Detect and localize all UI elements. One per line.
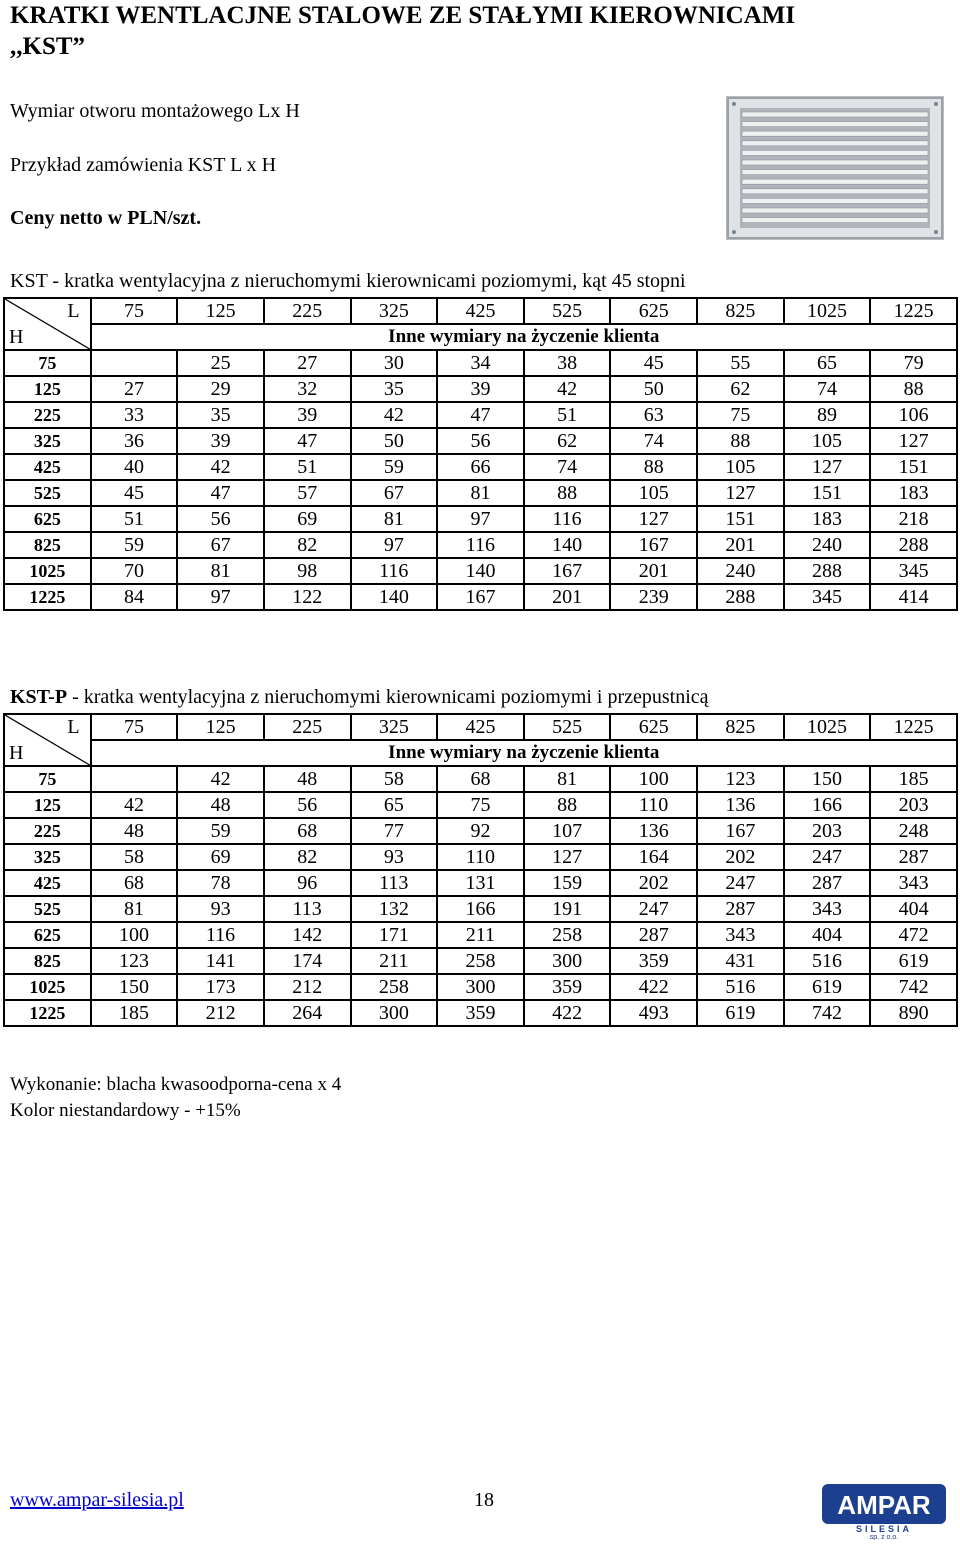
height-header-cell: 625 xyxy=(4,506,91,532)
price-cell: 63 xyxy=(610,402,697,428)
price-cell: 174 xyxy=(264,948,351,974)
height-header-cell: 1225 xyxy=(4,584,91,610)
price-cell: 39 xyxy=(177,428,264,454)
height-header-cell: 225 xyxy=(4,402,91,428)
price-cell: 50 xyxy=(351,428,438,454)
price-cell: 93 xyxy=(351,844,438,870)
price-cell: 343 xyxy=(870,870,957,896)
price-cell: 34 xyxy=(437,350,524,376)
kstp-caption xyxy=(10,686,709,709)
price-cell: 359 xyxy=(610,948,697,974)
width-header-cell: 825 xyxy=(697,714,784,740)
price-cell: 47 xyxy=(437,402,524,428)
price-cell: 414 xyxy=(870,584,957,610)
price-cell: 81 xyxy=(524,766,611,792)
price-cell: 107 xyxy=(524,818,611,844)
title-line-2: ,,KST” xyxy=(10,33,86,60)
price-cell: 74 xyxy=(784,376,871,402)
price-cell: 140 xyxy=(524,532,611,558)
price-cell: 51 xyxy=(91,506,178,532)
price-cell: 166 xyxy=(784,792,871,818)
width-header-cell: 225 xyxy=(264,714,351,740)
price-cell: 62 xyxy=(697,376,784,402)
price-cell: 55 xyxy=(697,350,784,376)
price-cell: 123 xyxy=(91,948,178,974)
price-cell: 127 xyxy=(784,454,871,480)
price-cell: 211 xyxy=(351,948,438,974)
price-cell: 151 xyxy=(697,506,784,532)
price-cell: 56 xyxy=(264,792,351,818)
price-cell: 56 xyxy=(177,506,264,532)
price-cell: 619 xyxy=(870,948,957,974)
price-cell: 136 xyxy=(610,818,697,844)
kst-caption-code: KST xyxy=(10,270,48,292)
price-cell: 81 xyxy=(437,480,524,506)
width-header-cell: 1225 xyxy=(870,298,957,324)
height-header-cell: 125 xyxy=(4,376,91,402)
price-cell: 167 xyxy=(610,532,697,558)
price-cell: 191 xyxy=(524,896,611,922)
price-cell: 212 xyxy=(177,1000,264,1026)
logo-company-text: sp. z o.o. xyxy=(869,1534,899,1540)
price-cell: 742 xyxy=(784,1000,871,1026)
price-cell: 140 xyxy=(351,584,438,610)
corner-label-h: H xyxy=(9,742,24,764)
price-cell: 27 xyxy=(91,376,178,402)
price-cell: 66 xyxy=(437,454,524,480)
price-cell: 287 xyxy=(610,922,697,948)
price-cell: 258 xyxy=(351,974,438,1000)
price-cell xyxy=(91,766,178,792)
price-cell: 619 xyxy=(697,1000,784,1026)
table-row xyxy=(4,870,957,896)
logo-brand-text: AMPAR xyxy=(837,1490,931,1520)
price-cell: 36 xyxy=(91,428,178,454)
table-corner-cell xyxy=(4,714,91,766)
table-row xyxy=(4,584,957,610)
height-header-cell: 425 xyxy=(4,454,91,480)
price-cell: 56 xyxy=(437,428,524,454)
price-cell: 58 xyxy=(351,766,438,792)
width-header-cell: 625 xyxy=(610,298,697,324)
color-note: Kolor niestandardowy - +15% xyxy=(10,1100,241,1121)
price-cell: 211 xyxy=(437,922,524,948)
table-row xyxy=(4,922,957,948)
price-cell: 203 xyxy=(870,792,957,818)
price-cell: 140 xyxy=(437,558,524,584)
width-header-cell: 425 xyxy=(437,714,524,740)
price-cell: 404 xyxy=(784,922,871,948)
price-cell: 150 xyxy=(784,766,871,792)
price-cell: 88 xyxy=(610,454,697,480)
price-cell: 110 xyxy=(437,844,524,870)
price-cell: 201 xyxy=(524,584,611,610)
material-note: Wykonanie: blacha kwasoodporna-cena x 4 xyxy=(10,1074,342,1095)
price-cell: 287 xyxy=(697,896,784,922)
price-cell: 81 xyxy=(177,558,264,584)
table-row xyxy=(4,766,957,792)
width-header-cell: 75 xyxy=(91,714,178,740)
price-cell: 97 xyxy=(177,584,264,610)
price-cell: 248 xyxy=(870,818,957,844)
price-cell: 359 xyxy=(437,1000,524,1026)
price-cell: 202 xyxy=(610,870,697,896)
price-cell: 96 xyxy=(264,870,351,896)
price-cell: 81 xyxy=(351,506,438,532)
price-cell: 105 xyxy=(610,480,697,506)
height-header-cell: 825 xyxy=(4,948,91,974)
price-cell: 516 xyxy=(784,948,871,974)
price-cell: 431 xyxy=(697,948,784,974)
price-cell: 84 xyxy=(91,584,178,610)
price-cell: 742 xyxy=(870,974,957,1000)
price-cell: 88 xyxy=(870,376,957,402)
price-cell: 151 xyxy=(870,454,957,480)
price-cell: 78 xyxy=(177,870,264,896)
price-cell: 404 xyxy=(870,896,957,922)
price-cell: 201 xyxy=(610,558,697,584)
price-cell: 68 xyxy=(264,818,351,844)
price-cell: 65 xyxy=(784,350,871,376)
price-cell: 88 xyxy=(524,792,611,818)
price-cell: 30 xyxy=(351,350,438,376)
price-cell: 62 xyxy=(524,428,611,454)
price-cell: 201 xyxy=(697,532,784,558)
table-row xyxy=(4,506,957,532)
price-cell: 258 xyxy=(524,922,611,948)
price-cell: 82 xyxy=(264,532,351,558)
price-cell: 171 xyxy=(351,922,438,948)
price-cell: 68 xyxy=(437,766,524,792)
price-cell: 106 xyxy=(870,402,957,428)
price-cell: 123 xyxy=(697,766,784,792)
price-cell: 345 xyxy=(870,558,957,584)
price-cell: 167 xyxy=(437,584,524,610)
price-cell: 27 xyxy=(264,350,351,376)
price-cell: 116 xyxy=(351,558,438,584)
price-cell xyxy=(91,350,178,376)
table-row xyxy=(4,844,957,870)
height-header-cell: 75 xyxy=(4,766,91,792)
price-cell: 247 xyxy=(610,896,697,922)
price-cell: 116 xyxy=(437,532,524,558)
table-row xyxy=(4,376,957,402)
price-cell: 51 xyxy=(524,402,611,428)
price-cell: 42 xyxy=(524,376,611,402)
height-header-cell: 125 xyxy=(4,792,91,818)
price-cell: 240 xyxy=(697,558,784,584)
price-cell: 59 xyxy=(177,818,264,844)
kstp-caption-text: - kratka wentylacyjna z nieruchomymi kierownicami poziomymi i przepustnicą xyxy=(67,686,709,708)
price-cell: 300 xyxy=(524,948,611,974)
title-line-1: KRATKI WENTLACJNE STALOWE ZE STAŁYMI KIEROWNICAMI xyxy=(10,2,796,29)
price-cell: 51 xyxy=(264,454,351,480)
price-cell: 68 xyxy=(91,870,178,896)
price-cell: 113 xyxy=(351,870,438,896)
price-cell: 110 xyxy=(610,792,697,818)
table-row xyxy=(4,558,957,584)
price-cell: 47 xyxy=(177,480,264,506)
corner-label-l: L xyxy=(67,716,80,738)
price-cell: 159 xyxy=(524,870,611,896)
width-header-cell: 525 xyxy=(524,714,611,740)
width-header-cell: 325 xyxy=(351,714,438,740)
price-cell: 39 xyxy=(437,376,524,402)
price-cell: 69 xyxy=(177,844,264,870)
kstp-price-table xyxy=(3,713,958,1027)
price-cell: 79 xyxy=(870,350,957,376)
price-cell: 33 xyxy=(91,402,178,428)
price-cell: 151 xyxy=(784,480,871,506)
price-cell: 67 xyxy=(177,532,264,558)
price-cell: 97 xyxy=(351,532,438,558)
price-cell: 132 xyxy=(351,896,438,922)
height-header-cell: 1025 xyxy=(4,974,91,1000)
price-cell: 136 xyxy=(697,792,784,818)
price-cell: 25 xyxy=(177,350,264,376)
price-cell: 48 xyxy=(91,818,178,844)
price-cell: 57 xyxy=(264,480,351,506)
price-cell: 142 xyxy=(264,922,351,948)
price-cell: 422 xyxy=(610,974,697,1000)
price-cell: 127 xyxy=(697,480,784,506)
price-cell: 212 xyxy=(264,974,351,1000)
price-cell: 264 xyxy=(264,1000,351,1026)
price-cell: 183 xyxy=(870,480,957,506)
corner-label-l: L xyxy=(67,300,80,322)
price-cell: 240 xyxy=(784,532,871,558)
height-header-cell: 225 xyxy=(4,818,91,844)
table-row xyxy=(4,974,957,1000)
kst-caption xyxy=(10,270,686,293)
price-cell: 288 xyxy=(784,558,871,584)
table-row xyxy=(4,480,957,506)
price-cell: 183 xyxy=(784,506,871,532)
price-cell: 345 xyxy=(784,584,871,610)
price-cell: 88 xyxy=(524,480,611,506)
price-cell: 45 xyxy=(91,480,178,506)
price-cell: 166 xyxy=(437,896,524,922)
price-cell: 32 xyxy=(264,376,351,402)
table-row xyxy=(4,454,957,480)
width-header-cell: 1225 xyxy=(870,714,957,740)
price-cell: 258 xyxy=(437,948,524,974)
price-cell: 173 xyxy=(177,974,264,1000)
kstp-caption-code: KST-P xyxy=(10,686,68,708)
table-row xyxy=(4,896,957,922)
price-cell: 88 xyxy=(697,428,784,454)
width-header-cell: 525 xyxy=(524,298,611,324)
price-cell: 59 xyxy=(351,454,438,480)
price-cell: 127 xyxy=(524,844,611,870)
logo-sub-text: SILESIA xyxy=(855,1524,913,1534)
price-cell: 97 xyxy=(437,506,524,532)
price-cell: 239 xyxy=(610,584,697,610)
price-cell: 65 xyxy=(351,792,438,818)
kst-caption-text: - kratka wentylacyjna z nieruchomymi kierownicami poziomymi, kąt 45 stopni xyxy=(47,270,686,292)
price-cell: 127 xyxy=(870,428,957,454)
ampar-logo xyxy=(818,1480,950,1540)
price-cell: 29 xyxy=(177,376,264,402)
price-cell: 77 xyxy=(351,818,438,844)
price-cell: 50 xyxy=(610,376,697,402)
price-cell: 122 xyxy=(264,584,351,610)
price-cell: 100 xyxy=(91,922,178,948)
price-cell: 75 xyxy=(697,402,784,428)
height-header-cell: 525 xyxy=(4,896,91,922)
price-cell: 113 xyxy=(264,896,351,922)
price-cell: 58 xyxy=(91,844,178,870)
price-cell: 359 xyxy=(524,974,611,1000)
table-row xyxy=(4,350,957,376)
width-header-cell: 825 xyxy=(697,298,784,324)
height-header-cell: 1225 xyxy=(4,1000,91,1026)
table-row xyxy=(4,792,957,818)
price-cell: 69 xyxy=(264,506,351,532)
height-header-cell: 75 xyxy=(4,350,91,376)
width-header-cell: 1025 xyxy=(784,298,871,324)
custom-sizes-note: Inne wymiary na życzenie klienta xyxy=(91,324,957,350)
price-cell: 493 xyxy=(610,1000,697,1026)
width-header-cell: 125 xyxy=(177,714,264,740)
price-cell: 48 xyxy=(177,792,264,818)
height-header-cell: 625 xyxy=(4,922,91,948)
price-cell: 131 xyxy=(437,870,524,896)
table-corner-cell xyxy=(4,298,91,350)
height-header-cell: 425 xyxy=(4,870,91,896)
width-header-cell: 125 xyxy=(177,298,264,324)
price-cell: 218 xyxy=(870,506,957,532)
price-cell: 74 xyxy=(610,428,697,454)
price-cell: 35 xyxy=(177,402,264,428)
price-cell: 116 xyxy=(177,922,264,948)
price-cell: 67 xyxy=(351,480,438,506)
width-header-cell: 625 xyxy=(610,714,697,740)
width-header-cell: 1025 xyxy=(784,714,871,740)
price-cell: 516 xyxy=(697,974,784,1000)
mounting-dimension-text: Wymiar otworu montażowego Lx H xyxy=(10,100,300,122)
price-cell: 93 xyxy=(177,896,264,922)
price-cell: 39 xyxy=(264,402,351,428)
grille-product-image xyxy=(726,96,944,240)
height-header-cell: 825 xyxy=(4,532,91,558)
price-cell: 70 xyxy=(91,558,178,584)
width-header-cell: 75 xyxy=(91,298,178,324)
table-row xyxy=(4,1000,957,1026)
price-cell: 247 xyxy=(697,870,784,896)
price-cell: 247 xyxy=(784,844,871,870)
price-cell: 287 xyxy=(870,844,957,870)
price-cell: 288 xyxy=(697,584,784,610)
price-cell: 42 xyxy=(91,792,178,818)
price-cell: 890 xyxy=(870,1000,957,1026)
table-row xyxy=(4,818,957,844)
price-cell: 167 xyxy=(697,818,784,844)
price-cell: 287 xyxy=(784,870,871,896)
price-cell: 35 xyxy=(351,376,438,402)
price-cell: 127 xyxy=(610,506,697,532)
price-cell: 185 xyxy=(91,1000,178,1026)
width-header-cell: 325 xyxy=(351,298,438,324)
price-cell: 74 xyxy=(524,454,611,480)
page-number: 18 xyxy=(474,1489,494,1511)
price-cell: 300 xyxy=(351,1000,438,1026)
table-row xyxy=(4,948,957,974)
table-row xyxy=(4,428,957,454)
kst-price-table xyxy=(3,297,958,611)
price-cell: 40 xyxy=(91,454,178,480)
price-cell: 42 xyxy=(177,766,264,792)
price-cell: 619 xyxy=(784,974,871,1000)
price-cell: 116 xyxy=(524,506,611,532)
price-cell: 47 xyxy=(264,428,351,454)
price-cell: 343 xyxy=(697,922,784,948)
price-cell: 167 xyxy=(524,558,611,584)
price-cell: 472 xyxy=(870,922,957,948)
height-header-cell: 1025 xyxy=(4,558,91,584)
height-header-cell: 325 xyxy=(4,844,91,870)
price-cell: 300 xyxy=(437,974,524,1000)
price-cell: 100 xyxy=(610,766,697,792)
price-cell: 81 xyxy=(91,896,178,922)
price-cell: 45 xyxy=(610,350,697,376)
price-cell: 92 xyxy=(437,818,524,844)
price-cell: 203 xyxy=(784,818,871,844)
price-cell: 422 xyxy=(524,1000,611,1026)
price-cell: 164 xyxy=(610,844,697,870)
order-example-text: Przykład zamówienia KST L x H xyxy=(10,154,277,176)
price-cell: 98 xyxy=(264,558,351,584)
price-cell: 42 xyxy=(177,454,264,480)
price-cell: 202 xyxy=(697,844,784,870)
net-prices-text: Ceny netto w PLN/szt. xyxy=(10,207,202,229)
price-cell: 42 xyxy=(351,402,438,428)
price-cell: 75 xyxy=(437,792,524,818)
table-row xyxy=(4,402,957,428)
custom-sizes-note: Inne wymiary na życzenie klienta xyxy=(91,740,957,766)
table-row xyxy=(4,532,957,558)
price-cell: 343 xyxy=(784,896,871,922)
price-cell: 105 xyxy=(697,454,784,480)
price-cell: 89 xyxy=(784,402,871,428)
price-cell: 38 xyxy=(524,350,611,376)
website-link[interactable]: www.ampar-silesia.pl xyxy=(10,1489,184,1511)
width-header-cell: 225 xyxy=(264,298,351,324)
page-title xyxy=(10,0,795,62)
height-header-cell: 525 xyxy=(4,480,91,506)
height-header-cell: 325 xyxy=(4,428,91,454)
price-cell: 150 xyxy=(91,974,178,1000)
price-cell: 288 xyxy=(870,532,957,558)
price-cell: 82 xyxy=(264,844,351,870)
width-header-cell: 425 xyxy=(437,298,524,324)
price-cell: 48 xyxy=(264,766,351,792)
corner-label-h: H xyxy=(9,326,24,348)
price-cell: 185 xyxy=(870,766,957,792)
price-cell: 59 xyxy=(91,532,178,558)
price-cell: 141 xyxy=(177,948,264,974)
price-cell: 105 xyxy=(784,428,871,454)
